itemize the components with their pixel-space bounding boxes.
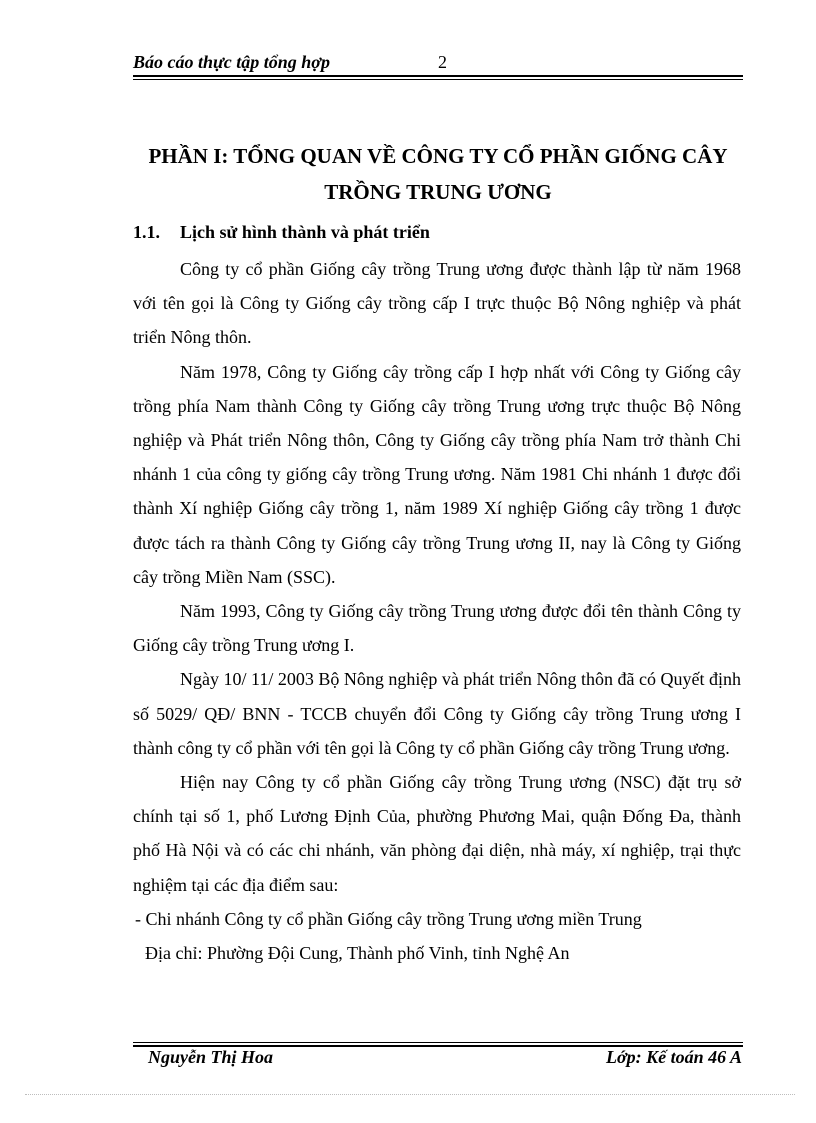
- paragraph-1: Công ty cổ phần Giống cây trồng Trung ương được thành lập từ năm 1968 với tên gọi là Công ty Giống cây trồng cấp I trực thuộc Bộ Nông nghiệp và phát triển Nông thôn.: [133, 259, 741, 348]
- header-title: Báo cáo thực tập tổng hợp: [133, 52, 330, 72]
- branch-address: Địa chỉ: Phường Đội Cung, Thành phố Vinh, tỉnh Nghệ An: [145, 943, 570, 964]
- page-number: 2: [438, 52, 447, 72]
- section-title: Lịch sử hình thành và phát triển: [180, 222, 430, 242]
- branch-list-item: - Chi nhánh Công ty cổ phần Giống cây trồng Trung ương miền Trung: [135, 908, 642, 929]
- chapter-title-line-2: TRỒNG TRUNG ƯƠNG: [324, 180, 552, 204]
- header-rule-thick: [133, 75, 743, 77]
- body-text: [133, 252, 741, 970]
- header-bar: [133, 52, 743, 76]
- paragraph-3: Năm 1993, Công ty Giống cây trồng Trung ương được đổi tên thành Công ty Giống cây trồng Trung ương I.: [133, 601, 741, 656]
- section-heading: [133, 222, 430, 243]
- paragraph-5: Hiện nay Công ty cổ phần Giống cây trồng Trung ương (NSC) đặt trụ sở chính tại số 1, phố Lương Định Của, phường Phương Mai, quận Đống Đa, thành phố Hà Nội và có các chi nhánh, văn phòng đại diện, nhà máy, xí nghiệp, trại thực nghiệm tại các địa điểm sau:: [133, 772, 741, 895]
- paragraph-4: Ngày 10/ 11/ 2003 Bộ Nông nghiệp và phát triển Nông thôn đã có Quyết định số 5029/ QĐ/ BNN - TCCB chuyển đổi Công ty Giống cây trồng Trung ương I thành công ty cổ phần với tên gọi là Công ty cổ phần Giống cây trồng Trung ương.: [133, 669, 741, 758]
- header-rule-thin: [133, 79, 743, 80]
- footer-rule-thin: [133, 1042, 743, 1043]
- footer-author: Nguyễn Thị Hoa: [148, 1047, 274, 1067]
- chapter-title-line-1: PHẦN I: TỔNG QUAN VỀ CÔNG TY CỔ PHẦN GIỐNG CÂY: [148, 144, 728, 168]
- page-bottom-dotted-border: [25, 1094, 795, 1095]
- section-number: 1.1.: [133, 222, 160, 242]
- paragraph-2: Năm 1978, Công ty Giống cây trồng cấp I hợp nhất với Công ty Giống cây trồng phía Nam thành Công ty Giống cây trồng Trung ương trực thuộc Bộ Nông nghiệp và Phát triển Nông thôn, Công ty Giống cây trồng phía Nam trở thành Chi nhánh 1 của công ty giống cây trồng Trung ương. Năm 1981 Chi nhánh 1 được đổi thành Xí nghiệp Giống cây trồng 1, năm 1989 Xí nghiệp Giống cây trồng 1 được được tách ra thành Công ty Giống cây trồng Trung ương II, nay là Công ty Giống cây trồng Miền Nam (SSC).: [133, 361, 741, 587]
- footer-class: Lớp: Kế toán 46 A: [606, 1047, 742, 1067]
